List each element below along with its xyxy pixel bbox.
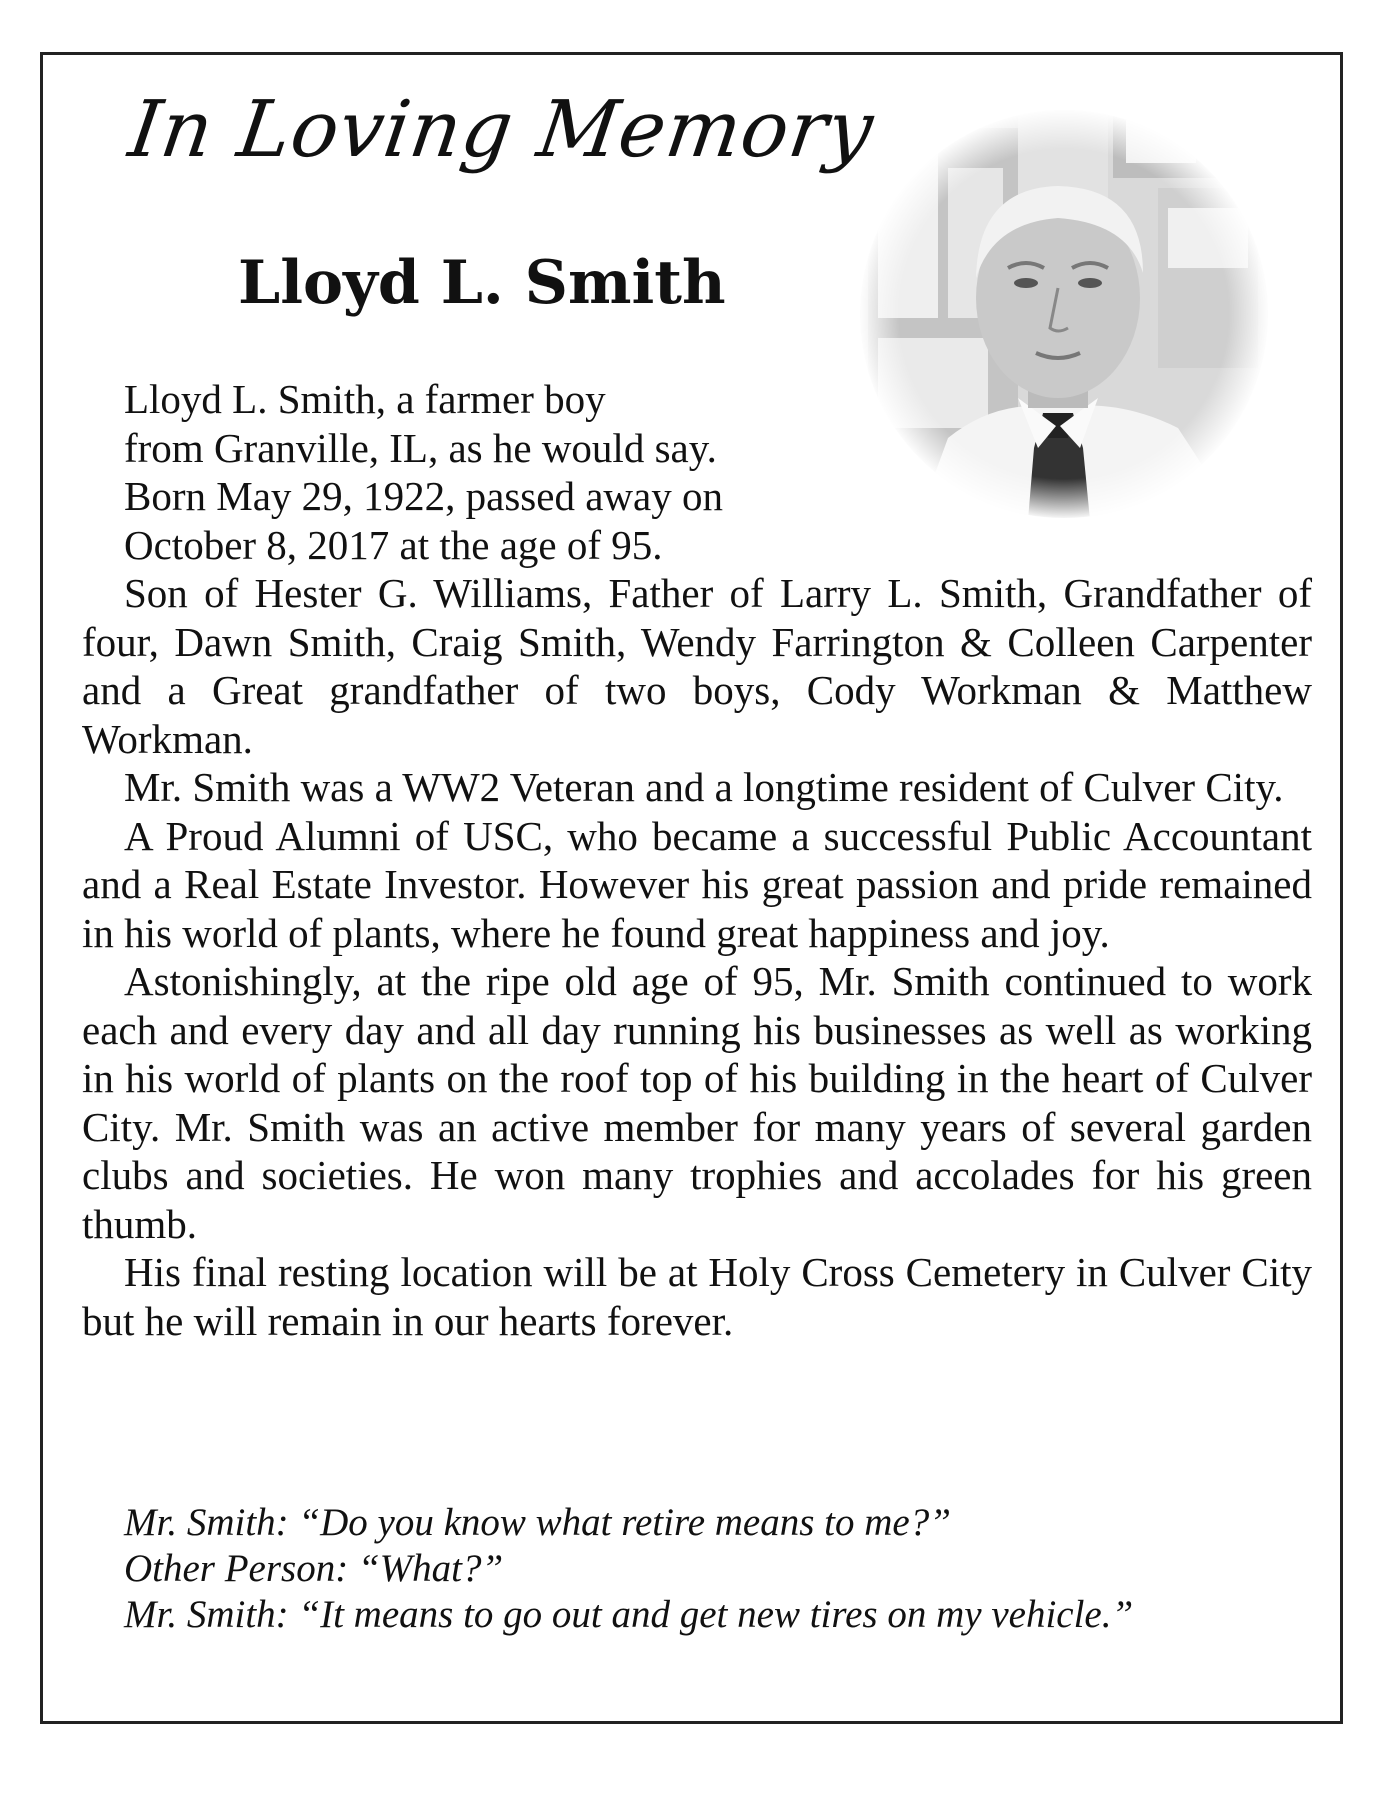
- intro-line: Lloyd L. Smith, a farmer boy: [124, 376, 606, 422]
- work-paragraph: Astonishingly, at the ripe old age of 95, Mr. Smith continued to work each and every day and all day running his businesses as well as working in his world of plants on the roof top of his building in the heart of Culver City. Mr. Smith was an active member for many years of several garden clubs and societies. He won many trophies and accolades for his green thumb.: [82, 958, 1312, 1247]
- intro-line: Born May 29, 1922, passed away on: [124, 473, 723, 519]
- quote-line: Mr. Smith: “It means to go out and get new tires on my vehicle.”: [124, 1593, 1134, 1636]
- quote-line: Other Person: “What?”: [124, 1547, 504, 1590]
- intro-block: [82, 375, 864, 569]
- quote-line: Mr. Smith: “Do you know what retire means to me?”: [124, 1501, 951, 1544]
- veteran-paragraph: Mr. Smith was a WW2 Veteran and a longtime resident of Culver City.: [124, 764, 1284, 810]
- intro-line: October 8, 2017 at the age of 95.: [124, 521, 663, 568]
- quote-block: [124, 1500, 1133, 1638]
- resting-place-paragraph: His final resting location will be at Holy Cross Cemetery in Culver City but he will remain in our hearts forever.: [82, 1249, 1312, 1344]
- deceased-name: Lloyd L. Smith: [238, 248, 726, 318]
- intro-line: from Granville, IL, as he would say.: [124, 424, 717, 471]
- obituary-body: [82, 375, 1312, 1345]
- career-paragraph: A Proud Alumni of USC, who became a successful Public Accountant and a Real Estate Investor. However his great passion and pride remained in his world of plants, where he found great happiness and joy.: [82, 812, 1312, 956]
- family-paragraph: Son of Hester G. Williams, Father of Larry L. Smith, Grandfather of four, Dawn Smith, Craig Smith, Wendy Farrington & Colleen Carpenter and a Great grandfather of two boys, Cody Workman & Matthew Workman.: [82, 570, 1312, 762]
- script-title: In Loving Memory: [123, 85, 880, 175]
